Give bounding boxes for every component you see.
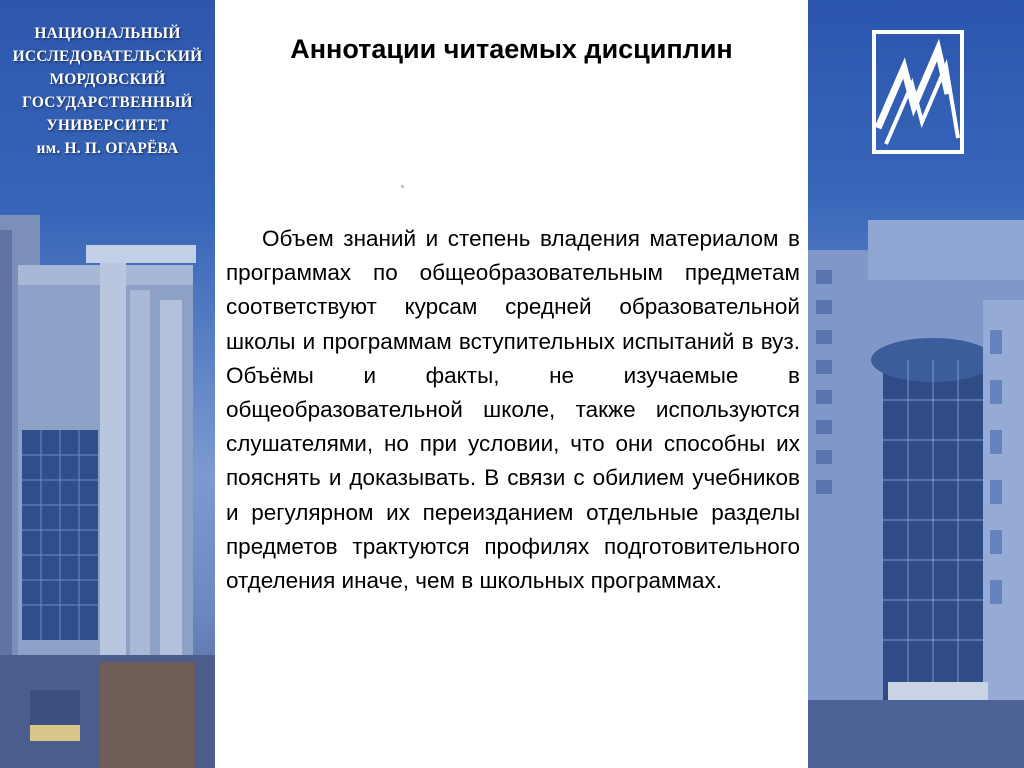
university-name (0, 22, 215, 160)
university-name-line: ГОСУДАРСТВЕННЫЙ (22, 94, 193, 111)
right-banner (808, 0, 1024, 768)
decorative-dot (401, 185, 404, 188)
university-name-line: МОРДОВСКИЙ (49, 71, 166, 88)
university-name-line: им. Н. П. ОГАРЁВА (36, 140, 179, 157)
university-name-line: ИССЛЕДОВАТЕЛЬСКИЙ (12, 48, 203, 65)
university-m-logo-icon (868, 28, 968, 156)
slide-content (215, 0, 808, 768)
university-name-line: УНИВЕРСИТЕТ (46, 117, 169, 134)
slide-title: Аннотации читаемых дисциплин (290, 34, 733, 64)
slide-body-text: Объем знаний и степень владения материалом в программах по общеобразовательным предметам соответствуют курсам средней образовательной школы и программам вступительных испытаний в вуз. Объёмы и факты, не изучаемые в общеобразовательной школе, также используются слушателями, но при условии, что они способны их пояснять и доказывать. В связи с обилием учебников и регулярном их переизданием отдельные разделы предметов трактуются профилях подготовительного отделения иначе, чем в школьных программах. (226, 226, 800, 594)
left-banner (0, 0, 215, 768)
university-name-line: НАЦИОНАЛЬНЫЙ (34, 25, 181, 42)
